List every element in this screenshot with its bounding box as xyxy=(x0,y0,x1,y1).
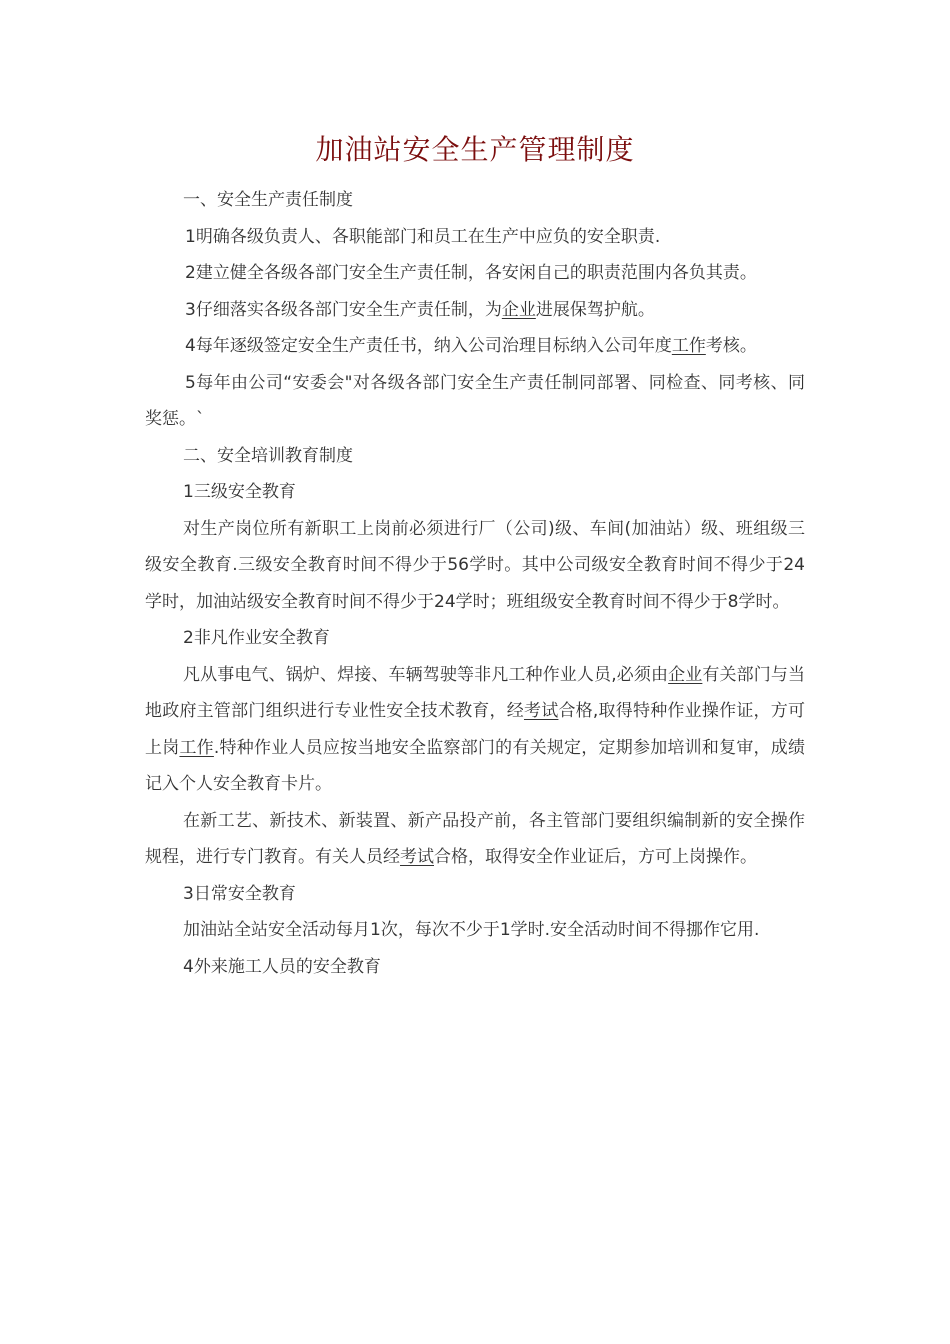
section1-item4-text-b: 考核。 xyxy=(705,336,757,356)
section2-sub2-paragraph1 xyxy=(145,657,805,803)
section2-sub1-text: 对生产岗位所有新职工上岗前必须进行厂（公司)级、车间(加油站）级、班组级三级安全教育.三级安全教育时间不得少于56学时。其中公司级安全教育时间不得少于24学时，加油站级安全教育时间不得少于24学时；班组级安全教育时间不得少于8学时。 xyxy=(145,518,805,612)
sub2-p1-text-c: 合格,取得特种作业操作证，方可上岗 xyxy=(145,701,806,758)
section2-sub4-heading: 4外来施工人员的安全教育 xyxy=(183,956,381,977)
work-link-2[interactable]: 工作 xyxy=(179,737,214,758)
section1-item2: 2建立健全各级各部门安全生产责任制，各安闲自己的职责范围内各负其责。 xyxy=(185,263,757,283)
section2-sub2-heading: 2非凡作业安全教育 xyxy=(183,628,330,648)
section2-heading: 二、安全培训教育制度 xyxy=(183,445,353,466)
enterprise-link-2[interactable]: 企业 xyxy=(668,664,703,685)
section2-sub1-heading: 1三级安全教育 xyxy=(183,482,296,502)
section1-item4 xyxy=(145,328,805,365)
sub2-p2-text-b: 合格，取得安全作业证后，方可上岗操作。 xyxy=(434,847,757,867)
enterprise-link[interactable]: 企业 xyxy=(501,299,536,320)
section1-item3-text-b: 进展保驾护航。 xyxy=(535,299,655,320)
section1-item1: 1明确各级负责人、各职能部门和员工在生产中应负的安全职责. xyxy=(185,226,661,247)
sub2-p2-text-a: 在新工艺、新技术、新装置、新产品投产前，各主管部门要组织编制新的安全操作规程，进行专门教育。有关人员经 xyxy=(145,810,805,867)
section1-heading: 一、安全生产责任制度 xyxy=(183,190,353,210)
sub2-p1-text-a: 凡从事电气、锅炉、焊接、车辆驾驶等非凡工种作业人员,必须由 xyxy=(183,664,669,685)
exam-link[interactable]: 考试 xyxy=(523,701,559,721)
section2-sub3-text: 加油站全站安全活动每月1次，每次不少于1学时.安全活动时间不得挪作它用. xyxy=(183,920,760,940)
section2-sub3-heading: 3日常安全教育 xyxy=(183,883,296,904)
section1-item3 xyxy=(145,292,805,329)
exam-link-2[interactable]: 考试 xyxy=(400,847,434,867)
section1-item5: 5每年由公司“安委会"对各级各部门安全生产责任制同部署、同检查、同考核、同奖惩。` xyxy=(145,372,805,429)
section2-sub2-paragraph2 xyxy=(145,803,805,876)
section1-item4-text-a: 4每年逐级签定安全生产责任书，纳入公司治理目标纳入公司年度 xyxy=(185,336,672,356)
sub2-p1-text-d: .特种作业人员应按当地安全监察部门的有关规定，定期参加培训和复审，成绩记入个人安全教育卡片。 xyxy=(145,737,805,794)
section1-item3-text-a: 3仔细落实各级各部门安全生产责任制，为 xyxy=(185,299,502,320)
sub2-p1-text-b: 有关部门与当地政府主管部门组织进行专业性安全技术教育，经 xyxy=(145,664,806,721)
work-link[interactable]: 工作 xyxy=(671,336,706,356)
document-body xyxy=(145,182,805,985)
document-title: 加油站安全生产管理制度 xyxy=(315,133,635,166)
